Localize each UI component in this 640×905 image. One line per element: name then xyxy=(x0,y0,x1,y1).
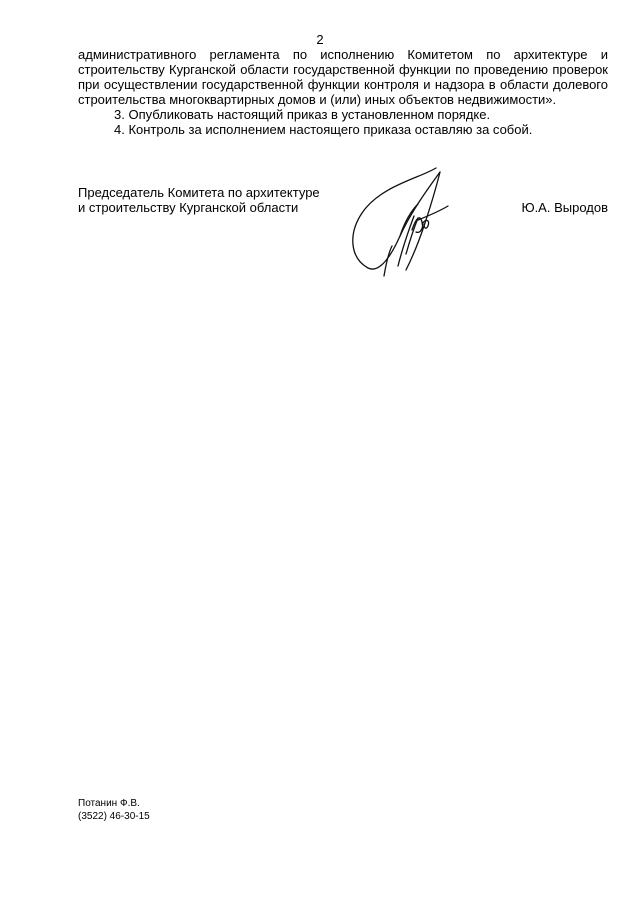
paragraph-line: строительства многоквартирных домов и (или) иных объектов недвижимости». xyxy=(78,92,557,107)
item-4-paragraph: 4. Контроль за исполнением настоящего приказа оставляю за собой. xyxy=(114,122,533,137)
contact-info xyxy=(78,797,150,823)
page-number: 2 xyxy=(316,32,324,47)
handwritten-signature xyxy=(340,158,460,280)
item-3-paragraph: 3. Опубликовать настоящий приказ в установленном порядке. xyxy=(114,107,491,122)
paragraph-line: при осуществлении государственной функции контроля и надзора в области долевого xyxy=(78,77,608,92)
signer-title xyxy=(78,185,320,215)
continuation-paragraph xyxy=(78,47,608,107)
paragraph-line: административного регламента по исполнению Комитетом по архитектуре и xyxy=(78,47,608,62)
signer-name: Ю.А. Выродов xyxy=(521,200,608,215)
contact-name: Потанин Ф.В. xyxy=(78,798,140,809)
signer-title-line: Председатель Комитета по архитектуре xyxy=(78,185,320,200)
contact-phone: (3522) 46-30-15 xyxy=(78,811,150,822)
document-body xyxy=(78,47,608,137)
paragraph-line: строительству Курганской области государственной функции по проведению проверок xyxy=(78,62,608,77)
signer-title-line: и строительству Курганской области xyxy=(78,200,299,215)
